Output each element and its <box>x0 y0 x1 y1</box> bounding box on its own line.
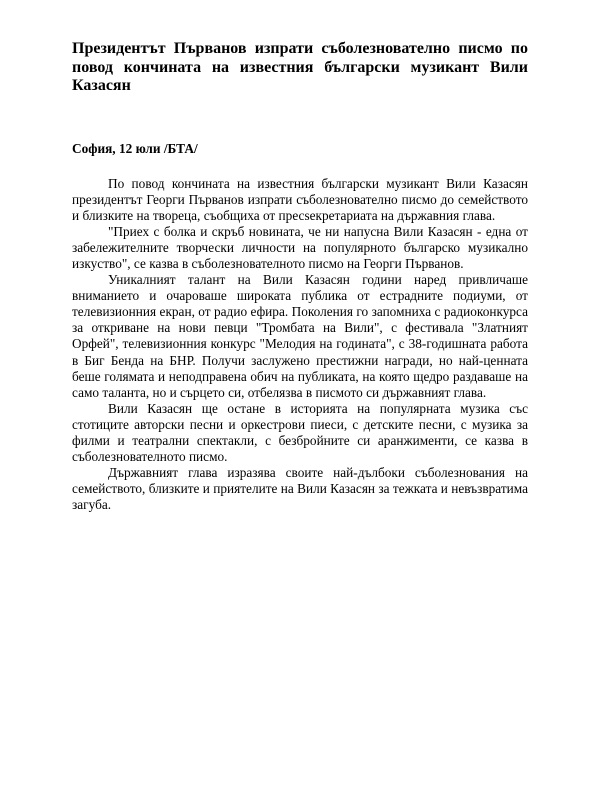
article-body <box>72 176 528 514</box>
article-title: Президентът Първанов изпрати съболезнователно писмо по повод кончината на известния български музикант Вили Казасян <box>72 40 528 94</box>
document-page <box>72 40 528 513</box>
paragraph-3: Уникалният талант на Вили Казасян години наред привличаше вниманието и очароваше широката публика от естрадните подиуми, от телевизионния екран, от радио ефира. Поколения го запомниха с радиоконкурса за откриване на нови певци "Тромбата на Вили", с фестивала "Златният Орфей", телевизионния конкурс "Мелодия на годината", с 38-годишната работа в Биг Бенда на БНР. Получи заслужено престижни награди, но най-ценната беше голямата и неподправена обич на публиката, на която щедро раздаваше на само таланта, но и сърцето си, отбелязва в писмото си държавният глава. <box>72 272 528 400</box>
paragraph-1: По повод кончината на известния български музикант Вили Казасян президентът Георги Първанов изпрати съболезнователно писмо до семейството и близките на твореца, съобщиха от пресsекретариата на държавния глава. <box>72 175 528 223</box>
paragraph-4: Вили Казасян ще остане в историята на популярната музика със стотиците авторски песни и оркестрови пиеси, с детските песни, с музика за филми и театрални спектакли, с безбройните си аранжименти, се казва в съболезнователното писмо. <box>72 400 528 465</box>
paragraph-2: "Приех с болка и скръб новината, че ни напусна Вили Казасян - една от забележителните творчески личности на популярното българско музикално изкуство", се казва в съболезнователното писмо на Георги Първанов. <box>72 223 528 271</box>
paragraph-5: Държавният глава изразява своите най-дълбоки съболезнования на семейството, близките и приятелите на Вили Казасян за тежката и невъзвратима загуба. <box>72 465 528 513</box>
dateline: София, 12 юли /БТА/ <box>72 140 198 156</box>
